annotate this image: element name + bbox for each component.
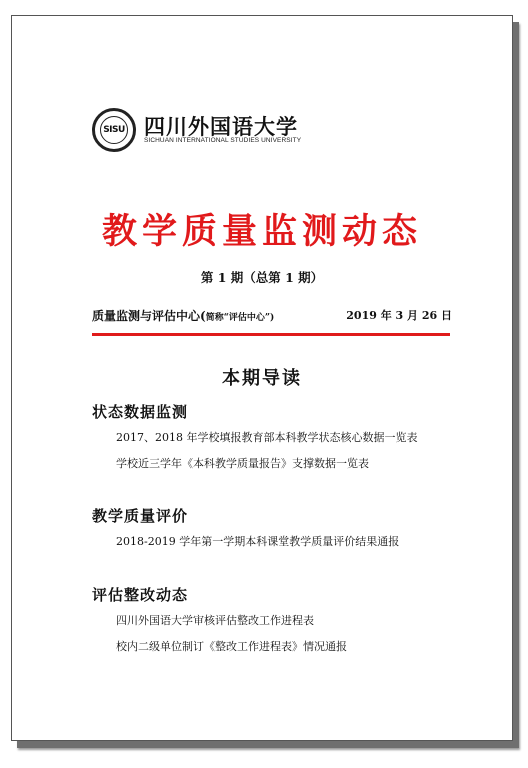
university-logo bbox=[92, 96, 307, 156]
section-heading: 教学质量评价 bbox=[92, 507, 189, 525]
document-page bbox=[11, 15, 513, 741]
section-heading: 评估整改动态 bbox=[92, 586, 189, 604]
toc-item[interactable]: 2017、2018 年学校填报教育部本科教学状态核心数据一览表 bbox=[116, 431, 418, 444]
university-seal-icon bbox=[92, 108, 136, 152]
issue-number: 第 1 期（总第 1 期） bbox=[200, 270, 324, 285]
publisher-line bbox=[92, 307, 452, 324]
publisher-short-name: 简称“评估中心”) bbox=[205, 313, 275, 323]
red-divider bbox=[92, 333, 450, 336]
toc-item[interactable]: 2018-2019 学年第一学期本科课堂教学质量评价结果通报 bbox=[116, 535, 400, 548]
publisher-name: 质量监测与评估中心( bbox=[92, 309, 206, 323]
university-name-cn: 四川外国语大学 bbox=[144, 114, 298, 139]
toc-title: 本期导读 bbox=[222, 368, 302, 389]
toc-item[interactable]: 学校近三学年《本科教学质量报告》支撑数据一览表 bbox=[116, 457, 369, 470]
seal-text: SISU bbox=[100, 116, 128, 144]
publish-date: 2019 年 3 月 26 日 bbox=[346, 309, 452, 322]
toc-item[interactable]: 四川外国语大学审核评估整改工作进程表 bbox=[116, 614, 314, 627]
section-heading: 状态数据监测 bbox=[92, 403, 189, 421]
document-title: 教学质量监测动态 bbox=[101, 211, 422, 252]
toc-item[interactable]: 校内二级单位制订《整改工作进程表》情况通报 bbox=[116, 640, 347, 653]
university-name-en: SICHUAN INTERNATIONAL STUDIES UNIVERSITY bbox=[144, 137, 302, 144]
